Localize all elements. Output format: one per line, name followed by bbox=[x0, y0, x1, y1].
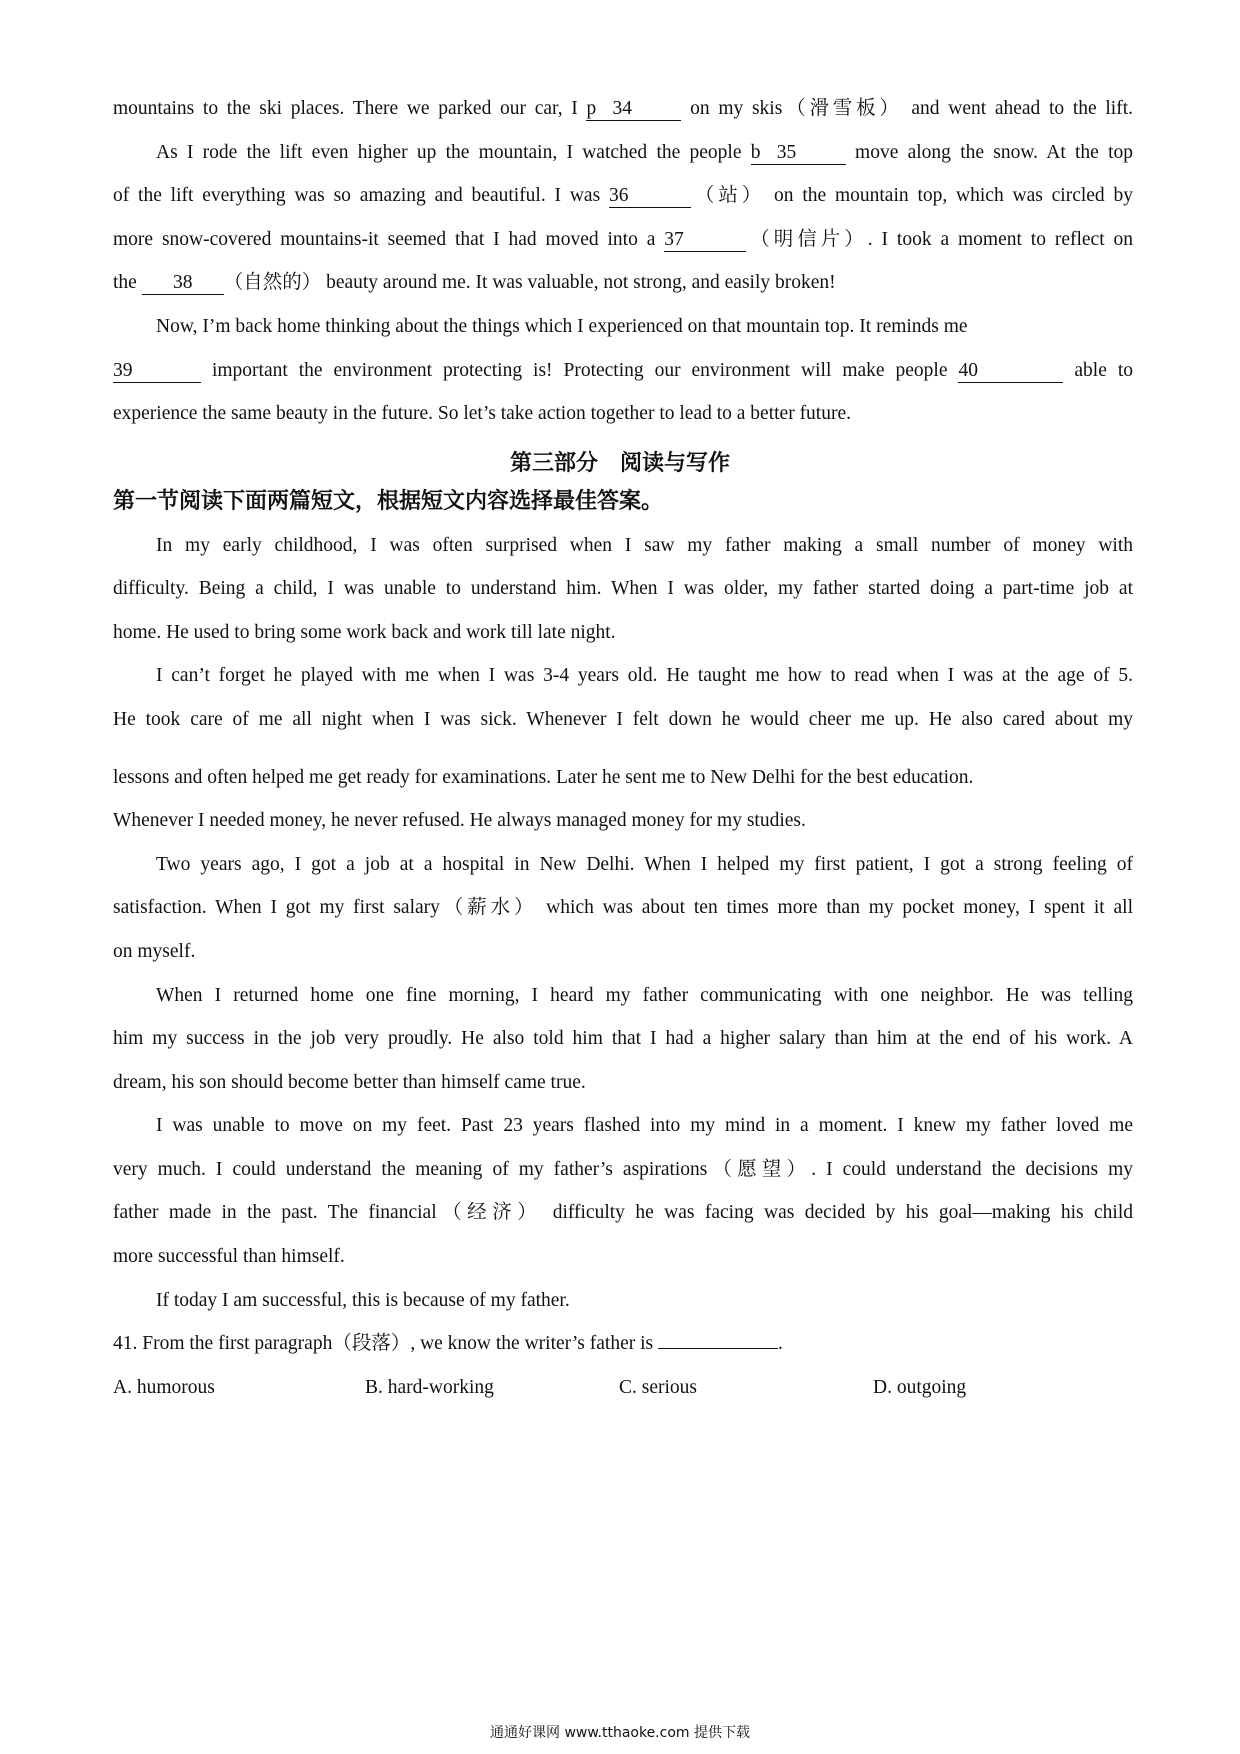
passage-line: satisfaction. When I got my first salary（薪水） which was about ten times more than my pocket money, I spent it all bbox=[113, 897, 1133, 918]
passage-line: When I returned home one fine morning, I heard my father communicating with one neighbor. He was telling bbox=[156, 985, 1133, 1006]
passage-line: If today I am successful, this is because of my father. bbox=[156, 1290, 570, 1311]
blank-37: 37 bbox=[664, 229, 746, 252]
passage-line: lessons and often helped me get ready for examinations. Later he sent me to New Delhi for the best education. bbox=[113, 767, 974, 788]
option-a[interactable]: A. humorous bbox=[113, 1377, 215, 1398]
section-title: 第一节阅读下面两篇短文，根据短文内容选择最佳答案。 bbox=[113, 489, 664, 514]
passage-line: I can’t forget he played with me when I was 3-4 years old. He taught me how to read when I was at the age of 5. bbox=[156, 665, 1133, 686]
cloze-line-2: As I rode the lift even higher up the mountain, I watched the people b 35 move along the snow. At the top bbox=[156, 142, 1133, 163]
cloze-line-7: 39 important the environment protecting is! Protecting our environment will make people 40 able to bbox=[113, 360, 1133, 381]
passage-line: dream, his son should become better than himself came true. bbox=[113, 1072, 586, 1093]
cloze-line-5: the 38 （自然的） beauty around me. It was valuable, not strong, and easily broken! bbox=[113, 272, 836, 293]
page-footer: 通通好课网 www.tthaoke.com 提供下载 bbox=[490, 1725, 750, 1741]
passage-line: Two years ago, I got a job at a hospital in New Delhi. When I helped my first patient, I got a strong feeling of bbox=[156, 854, 1133, 875]
blank-38: 38 bbox=[142, 272, 224, 295]
blank-34: p 34 bbox=[586, 98, 681, 121]
blank-35: b 35 bbox=[751, 142, 846, 165]
cloze-line-3: of the lift everything was so amazing and beautiful. I was 36 （站） on the mountain top, which was circled by bbox=[113, 185, 1133, 206]
passage-line: I was unable to move on my feet. Past 23 years flashed into my mind in a moment. I knew my father loved me bbox=[156, 1115, 1133, 1136]
passage-line: In my early childhood, I was often surprised when I saw my father making a small number of money with bbox=[156, 535, 1133, 556]
passage-line: difficulty. Being a child, I was unable to understand him. When I was older, my father started doing a part-time job at bbox=[113, 578, 1133, 599]
blank-36: 36 bbox=[609, 185, 691, 208]
passage-line: home. He used to bring some work back and work till late night. bbox=[113, 622, 616, 643]
passage-line: him my success in the job very proudly. He also told him that I had a higher salary than him at the end of his work. A bbox=[113, 1028, 1133, 1049]
cloze-line-4: more snow-covered mountains-it seemed that I had moved into a 37 （明信片）. I took a moment to reflect on bbox=[113, 229, 1133, 250]
passage-line: He took care of me all night when I was sick. Whenever I felt down he would cheer me up. He also cared about my bbox=[113, 709, 1133, 730]
answer-blank[interactable] bbox=[658, 1348, 778, 1349]
passage-line: Whenever I needed money, he never refused. He always managed money for my studies. bbox=[113, 810, 806, 831]
option-b[interactable]: B. hard-working bbox=[365, 1377, 494, 1398]
passage-line: more successful than himself. bbox=[113, 1246, 345, 1267]
cloze-line-6: Now, I’m back home thinking about the things which I experienced on that mountain top. It reminds me bbox=[156, 316, 968, 337]
passage-line: very much. I could understand the meaning of my father’s aspirations（愿望）. I could understand the decisions my bbox=[113, 1159, 1133, 1180]
blank-39: 39 bbox=[113, 360, 201, 383]
blank-40: 40 bbox=[958, 360, 1063, 383]
part-title: 第三部分 阅读与写作 bbox=[509, 451, 730, 476]
option-d[interactable]: D. outgoing bbox=[873, 1377, 967, 1398]
passage-line: on myself. bbox=[113, 941, 196, 962]
option-c[interactable]: C. serious bbox=[619, 1377, 697, 1398]
cloze-line-8: experience the same beauty in the future. So let’s take action together to lead to a better future. bbox=[113, 403, 852, 424]
passage-line: father made in the past. The financial（经济） difficulty he was facing was decided by his goal—making his child bbox=[113, 1202, 1133, 1223]
cloze-line-1: mountains to the ski places. There we parked our car, I p 34 on my skis（滑雪板） and went ahead to the lift. bbox=[113, 98, 1133, 119]
question-41: 41. From the first paragraph（段落）, we know the writer’s father is . bbox=[113, 1333, 783, 1354]
